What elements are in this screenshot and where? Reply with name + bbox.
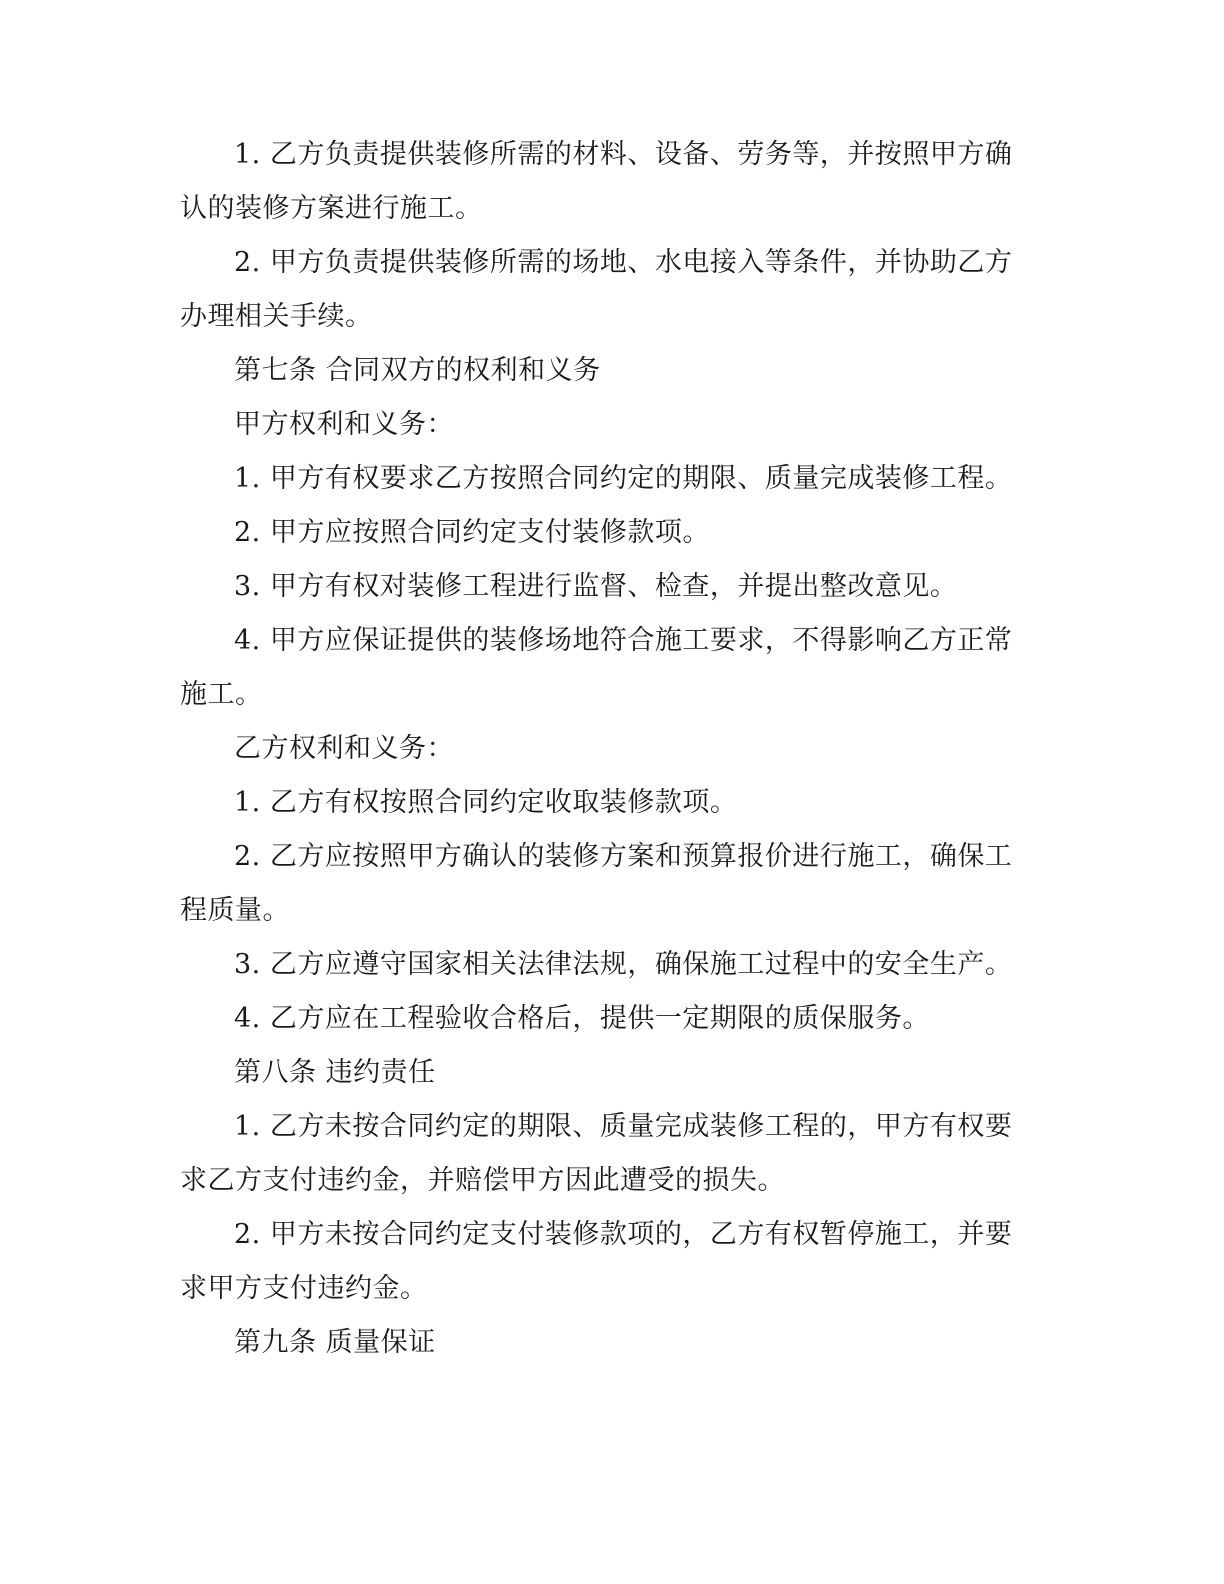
- clause-paragraph: 2. 甲方未按合同约定支付装修款项的，乙方有权暂停施工，并要求甲方支付违约金。: [180, 1219, 1013, 1304]
- clause-paragraph: 4. 乙方应在工程验收合格后，提供一定期限的质保服务。: [234, 1003, 930, 1034]
- clause-paragraph: 1. 乙方有权按照合同约定收取装修款项。: [234, 787, 738, 818]
- clause-paragraph: 2. 甲方负责提供装修所需的场地、水电接入等条件，并协助乙方办理相关手续。: [180, 247, 1013, 332]
- clause-paragraph: 1. 乙方未按合同约定的期限、质量完成装修工程的，甲方有权要求乙方支付违约金，并赔偿甲方因此遭受的损失。: [180, 1111, 1013, 1196]
- clause-paragraph: 1. 乙方负责提供装修所需的材料、设备、劳务等，并按照甲方确认的装修方案进行施工。: [180, 139, 1013, 224]
- clause-paragraph: 1. 甲方有权要求乙方按照合同约定的期限、质量完成装修工程。: [234, 463, 1013, 494]
- clause-paragraph: 4. 甲方应保证提供的装修场地符合施工要求，不得影响乙方正常施工。: [180, 625, 1013, 710]
- clause-paragraph: 2. 甲方应按照合同约定支付装修款项。: [234, 517, 710, 548]
- clause-paragraph: 3. 乙方应遵守国家相关法律法规，确保施工过程中的安全生产。: [234, 949, 1013, 980]
- article-heading: 第九条 质量保证: [234, 1327, 436, 1358]
- article-heading: 第七条 合同双方的权利和义务: [234, 355, 601, 386]
- document-page: [180, 128, 1026, 1370]
- clause-paragraph: 2. 乙方应按照甲方确认的装修方案和预算报价进行施工，确保工程质量。: [180, 841, 1013, 926]
- section-subheading: 乙方权利和义务：: [234, 733, 454, 764]
- section-subheading: 甲方权利和义务：: [234, 409, 454, 440]
- article-heading: 第八条 违约责任: [234, 1057, 436, 1088]
- clause-paragraph: 3. 甲方有权对装修工程进行监督、检查，并提出整改意见。: [234, 571, 958, 602]
